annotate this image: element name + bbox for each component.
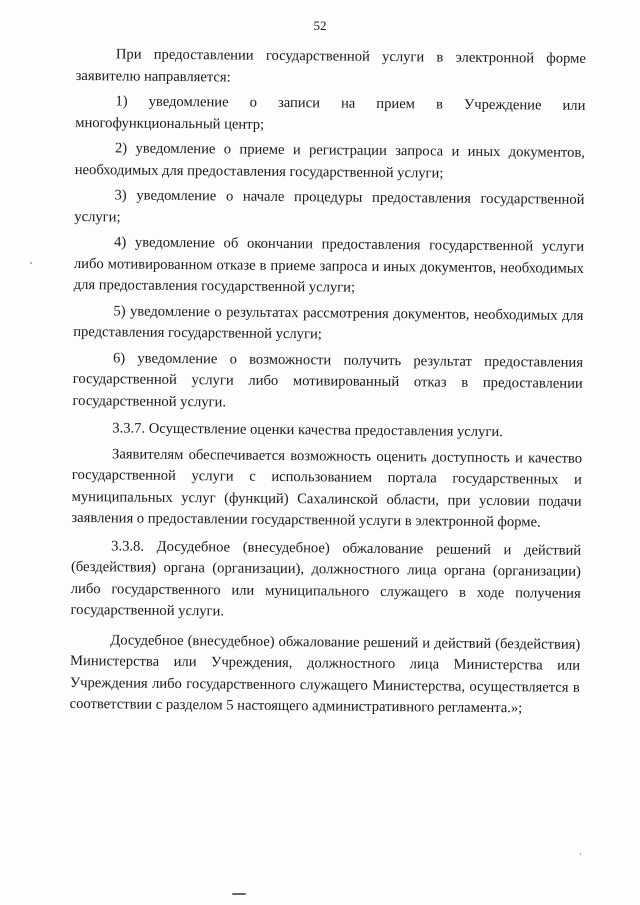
scan-speck [580,853,581,855]
paragraph-intro: При предоставлении государственной услуги в электронной форме заявителю направляется: [75,46,586,85]
section-3-3-7-heading: 3.3.7. Осуществление оценки качества предоставления услуги. [112,420,503,441]
list-item-6: 6) уведомление о возможности получить результат предоставления государственной услуги либо мотивированный отказ в предоставлении государственной услуги. [72,349,584,410]
list-item-2: 2) уведомление о приеме и регистрации запроса и иных документов, необходимых для предоставления государственной услуги; [74,140,586,182]
section-3-3-8-heading: 3.3.8. Досудебное (внесудебное) обжалование решений и действий (бездействия) органа (организации), должностного лица органа (организации) либо государственного или муниципального служащего в ходе получения государственной услуги. [70,537,582,620]
scan-speck [232,893,246,895]
list-item-4: 4) уведомление об окончании предоставления государственной услуги либо мотивированном отказе в приеме запроса и иных документов, необходимых для предоставления государственной услуги; [73,234,585,296]
list-item-3: 3) уведомление о начале процедуры предоставления государственной услуги; [74,187,585,225]
document-body [70,44,586,724]
paragraph-appeal: Досудебное (внесудебное) обжалование решений и действий (бездействия) Министерства или Учреждения, должностного лица Министерства или Учреждения либо государственного служащего Министерства, осуществляется в соответствии с разделом 5 настоящего административного регламента.»; [69,631,581,717]
list-item-5: 5) уведомление о результатах рассмотрения документов, необходимых для представления государственной услуги; [73,302,584,343]
paragraph-quality-assessment: Заявителям обеспечивается возможность оценить доступность и качество государственной услуги с использованием портала государственных и муниципальных услуг (функций) Сахалинской области, при условии подачи заявления о предоставлении государственной услуги в электронной форме. [71,445,583,531]
scan-speck [30,262,32,264]
list-item-1: 1) уведомление о записи на прием в Учреждение или многофункциональный центр; [75,93,586,133]
page-number: 52 [313,18,327,33]
